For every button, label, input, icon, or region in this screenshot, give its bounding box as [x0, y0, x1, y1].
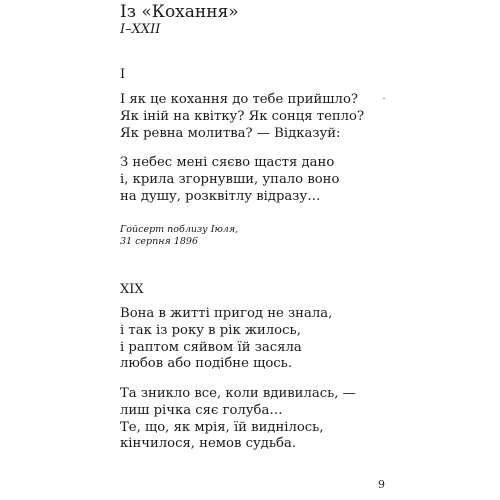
verse-line: Як ревна молитва? — Відказуй: — [120, 125, 341, 141]
cycle-subtitle: I–XXII — [120, 22, 161, 37]
dateline-place: Гойсерт поблизу Іюля, — [120, 224, 239, 235]
verse-line: на душу, розквітлу відразу… — [120, 188, 321, 204]
verse-line: і так із року в рік жилось, — [120, 322, 301, 338]
poem-numeral: I — [120, 67, 126, 82]
verse-line: любов або подібне щось. — [120, 356, 293, 372]
page-number: 9 — [378, 478, 385, 491]
stanza — [120, 155, 339, 205]
verse-line: Вона в житті пригод не знала, — [120, 306, 333, 321]
poem-numeral: XIX — [120, 282, 144, 297]
verse-line: лиш річка сяє голуба… — [120, 402, 283, 418]
verse-line: З небес мені сяєво щастя дано — [120, 155, 335, 170]
poem-dateline — [120, 224, 238, 248]
verse-line: кінчилося, немов судьба. — [120, 436, 297, 452]
verse-line: і, крила згорнувши, упало воно — [120, 171, 340, 187]
dateline-date: 31 серпня 1896 — [120, 236, 198, 247]
verse-line: і раптом сяйвом їй засяла — [120, 339, 302, 355]
verse-line: Та зникло все, коли вдивилась, — — [120, 386, 356, 401]
verse-line: І як це кохання до тебе прийшло? — [120, 92, 358, 107]
stanza — [120, 92, 364, 142]
stanza — [120, 306, 332, 373]
scan-speck — [383, 98, 385, 99]
cycle-title: Із «Кохання» — [120, 2, 239, 22]
stanza — [120, 386, 356, 453]
verse-line: Як іній на квітку? Як сонця тепло? — [120, 108, 365, 124]
verse-line: Те, що, як мрія, їй виднілось, — [120, 419, 324, 435]
